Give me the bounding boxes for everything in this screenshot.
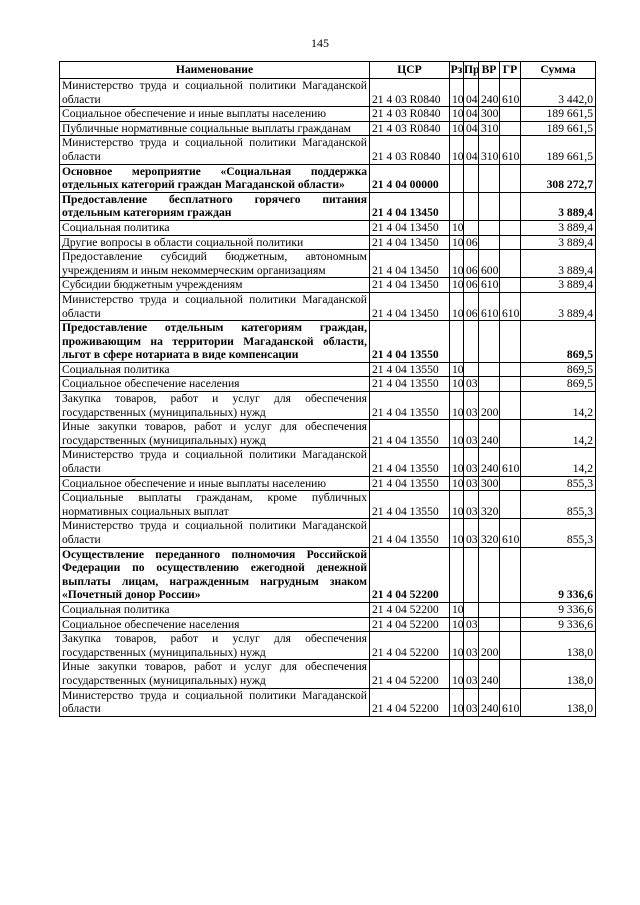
cell-rz: 10 <box>450 79 464 107</box>
cell-name: Социальная политика <box>60 602 370 617</box>
column-header-vr: ВР <box>479 62 500 79</box>
cell-sum: 869,5 <box>521 321 596 363</box>
cell-name: Другие вопросы в области социальной политики <box>60 235 370 250</box>
cell-pr <box>464 164 479 192</box>
table-row <box>60 136 596 164</box>
cell-pr: 03 <box>464 392 479 420</box>
cell-vr: 600 <box>479 250 500 278</box>
cell-csr: 21 4 04 52200 <box>370 602 450 617</box>
cell-pr <box>464 602 479 617</box>
table-row <box>60 107 596 122</box>
table-row <box>60 660 596 688</box>
cell-vr: 200 <box>479 392 500 420</box>
cell-gr: 610 <box>500 136 521 164</box>
cell-vr: 240 <box>479 79 500 107</box>
cell-pr: 03 <box>464 420 479 448</box>
cell-rz: 10 <box>450 220 464 235</box>
cell-csr: 21 4 04 52200 <box>370 617 450 632</box>
cell-csr: 21 4 04 52200 <box>370 632 450 660</box>
cell-rz: 10 <box>450 136 464 164</box>
table-row <box>60 392 596 420</box>
cell-gr <box>500 107 521 122</box>
cell-vr: 320 <box>479 491 500 519</box>
cell-name: Основное мероприятие «Социальная поддержка отдельных категорий граждан Магаданской области» <box>60 164 370 192</box>
cell-vr: 300 <box>479 476 500 491</box>
cell-gr <box>500 164 521 192</box>
cell-rz: 10 <box>450 519 464 547</box>
cell-pr: 04 <box>464 136 479 164</box>
cell-csr: 21 4 04 13550 <box>370 476 450 491</box>
cell-rz: 10 <box>450 250 464 278</box>
table-row <box>60 617 596 632</box>
cell-pr: 03 <box>464 519 479 547</box>
cell-csr: 21 4 04 13550 <box>370 377 450 392</box>
table-header-row <box>60 62 596 79</box>
cell-gr: 610 <box>500 519 521 547</box>
table-row <box>60 278 596 293</box>
cell-pr: 03 <box>464 660 479 688</box>
cell-name: Социальное обеспечение и иные выплаты населению <box>60 476 370 491</box>
cell-gr <box>500 192 521 220</box>
cell-csr: 21 4 04 13450 <box>370 292 450 320</box>
cell-vr: 240 <box>479 660 500 688</box>
cell-sum: 138,0 <box>521 632 596 660</box>
cell-sum: 9 336,6 <box>521 602 596 617</box>
cell-rz: 10 <box>450 420 464 448</box>
cell-name: Министерство труда и социальной политики Магаданской области <box>60 79 370 107</box>
cell-rz: 10 <box>450 632 464 660</box>
cell-rz: 10 <box>450 617 464 632</box>
cell-csr: 21 4 04 13450 <box>370 192 450 220</box>
cell-rz: 10 <box>450 602 464 617</box>
cell-gr <box>500 547 521 602</box>
cell-pr: 03 <box>464 448 479 476</box>
cell-gr: 610 <box>500 688 521 716</box>
cell-name: Иные закупки товаров, работ и услуг для обеспечения государственных (муниципальных) нужд <box>60 420 370 448</box>
cell-rz <box>450 547 464 602</box>
cell-vr <box>479 617 500 632</box>
cell-sum: 138,0 <box>521 688 596 716</box>
cell-name: Публичные нормативные социальные выплаты гражданам <box>60 121 370 136</box>
cell-rz <box>450 321 464 363</box>
cell-name: Социальное обеспечение населения <box>60 377 370 392</box>
cell-rz: 10 <box>450 377 464 392</box>
cell-csr: 21 4 04 13550 <box>370 519 450 547</box>
cell-gr: 610 <box>500 79 521 107</box>
cell-vr <box>479 362 500 377</box>
cell-name: Социальная политика <box>60 220 370 235</box>
cell-name: Министерство труда и социальной политики Магаданской области <box>60 688 370 716</box>
cell-pr: 06 <box>464 235 479 250</box>
table-row <box>60 235 596 250</box>
table-row <box>60 632 596 660</box>
table-row <box>60 491 596 519</box>
cell-vr: 300 <box>479 107 500 122</box>
cell-rz: 10 <box>450 292 464 320</box>
column-header-name: Наименование <box>60 62 370 79</box>
cell-csr: 21 4 04 13550 <box>370 448 450 476</box>
table-row <box>60 220 596 235</box>
table-body <box>60 79 596 717</box>
cell-gr <box>500 617 521 632</box>
cell-sum: 189 661,5 <box>521 136 596 164</box>
cell-name: Предоставление бесплатного горячего питания отдельным категориям граждан <box>60 192 370 220</box>
cell-name: Министерство труда и социальной политики Магаданской области <box>60 519 370 547</box>
cell-gr <box>500 660 521 688</box>
cell-pr: 03 <box>464 491 479 519</box>
cell-pr: 03 <box>464 688 479 716</box>
cell-gr <box>500 278 521 293</box>
cell-gr <box>500 602 521 617</box>
cell-sum: 14,2 <box>521 392 596 420</box>
cell-rz: 10 <box>450 362 464 377</box>
cell-csr: 21 4 03 R0840 <box>370 79 450 107</box>
cell-vr: 240 <box>479 448 500 476</box>
budget-table <box>59 61 596 717</box>
cell-csr: 21 4 04 13450 <box>370 235 450 250</box>
cell-csr: 21 4 04 52200 <box>370 688 450 716</box>
table-row <box>60 292 596 320</box>
table-row <box>60 164 596 192</box>
cell-gr <box>500 392 521 420</box>
table-row <box>60 192 596 220</box>
cell-gr <box>500 121 521 136</box>
cell-sum: 3 442,0 <box>521 79 596 107</box>
cell-csr: 21 4 04 13550 <box>370 362 450 377</box>
cell-vr <box>479 220 500 235</box>
cell-vr <box>479 192 500 220</box>
cell-sum: 189 661,5 <box>521 107 596 122</box>
table-row <box>60 420 596 448</box>
cell-pr: 03 <box>464 632 479 660</box>
cell-sum: 869,5 <box>521 377 596 392</box>
cell-sum: 189 661,5 <box>521 121 596 136</box>
cell-pr <box>464 321 479 363</box>
cell-pr <box>464 220 479 235</box>
cell-gr <box>500 362 521 377</box>
cell-rz <box>450 192 464 220</box>
cell-vr <box>479 547 500 602</box>
cell-sum: 3 889,4 <box>521 250 596 278</box>
cell-vr: 310 <box>479 136 500 164</box>
cell-name: Социальное обеспечение населения <box>60 617 370 632</box>
cell-name: Предоставление отдельным категориям граждан, проживающим на территории Магаданской области, льгот в сфере нотариата в виде компенсации <box>60 321 370 363</box>
cell-csr: 21 4 04 13550 <box>370 321 450 363</box>
cell-name: Министерство труда и социальной политики Магаданской области <box>60 136 370 164</box>
cell-csr: 21 4 03 R0840 <box>370 121 450 136</box>
cell-csr: 21 4 04 13450 <box>370 220 450 235</box>
cell-rz: 10 <box>450 476 464 491</box>
table-row <box>60 476 596 491</box>
cell-gr <box>500 476 521 491</box>
page-number: 145 <box>311 36 329 50</box>
cell-sum: 3 889,4 <box>521 235 596 250</box>
cell-gr <box>500 250 521 278</box>
cell-gr: 610 <box>500 292 521 320</box>
cell-sum: 855,3 <box>521 476 596 491</box>
table-row <box>60 362 596 377</box>
cell-csr: 21 4 03 R0840 <box>370 107 450 122</box>
cell-name: Иные закупки товаров, работ и услуг для обеспечения государственных (муниципальных) нужд <box>60 660 370 688</box>
cell-vr <box>479 377 500 392</box>
cell-sum: 855,3 <box>521 491 596 519</box>
cell-sum: 14,2 <box>521 420 596 448</box>
cell-name: Министерство труда и социальной политики Магаданской области <box>60 448 370 476</box>
cell-pr <box>464 362 479 377</box>
cell-sum: 138,0 <box>521 660 596 688</box>
table-row <box>60 519 596 547</box>
cell-name: Закупка товаров, работ и услуг для обеспечения государственных (муниципальных) нужд <box>60 632 370 660</box>
table-row <box>60 547 596 602</box>
cell-rz: 10 <box>450 688 464 716</box>
cell-csr: 21 4 04 13450 <box>370 250 450 278</box>
cell-gr <box>500 235 521 250</box>
cell-rz: 10 <box>450 491 464 519</box>
table-row <box>60 377 596 392</box>
column-header-rz: Рз <box>450 62 464 79</box>
cell-gr <box>500 420 521 448</box>
cell-vr: 240 <box>479 688 500 716</box>
cell-pr <box>464 192 479 220</box>
cell-csr: 21 4 04 13550 <box>370 420 450 448</box>
cell-rz: 10 <box>450 278 464 293</box>
table-row <box>60 688 596 716</box>
cell-name: Субсидии бюджетным учреждениям <box>60 278 370 293</box>
cell-vr <box>479 164 500 192</box>
cell-sum: 3 889,4 <box>521 192 596 220</box>
cell-rz: 10 <box>450 107 464 122</box>
cell-sum: 3 889,4 <box>521 292 596 320</box>
cell-rz: 10 <box>450 660 464 688</box>
cell-csr: 21 4 04 13550 <box>370 491 450 519</box>
cell-rz: 10 <box>450 448 464 476</box>
cell-name: Социальная политика <box>60 362 370 377</box>
cell-sum: 9 336,6 <box>521 617 596 632</box>
cell-csr: 21 4 04 13550 <box>370 392 450 420</box>
table-row <box>60 448 596 476</box>
cell-pr: 04 <box>464 107 479 122</box>
cell-gr <box>500 321 521 363</box>
cell-vr: 200 <box>479 632 500 660</box>
cell-rz: 10 <box>450 392 464 420</box>
cell-name: Осуществление переданного полномочия Российской Федерации по осуществлению ежегодной денежной выплаты лицам, награжденным нагрудным знаком «Почетный донор России» <box>60 547 370 602</box>
cell-vr <box>479 321 500 363</box>
cell-vr: 320 <box>479 519 500 547</box>
cell-csr: 21 4 03 R0840 <box>370 136 450 164</box>
cell-sum: 869,5 <box>521 362 596 377</box>
cell-name: Закупка товаров, работ и услуг для обеспечения государственных (муниципальных) нужд <box>60 392 370 420</box>
cell-gr <box>500 220 521 235</box>
cell-pr: 03 <box>464 476 479 491</box>
cell-pr: 06 <box>464 292 479 320</box>
table-row <box>60 79 596 107</box>
cell-sum: 3 889,4 <box>521 278 596 293</box>
cell-csr: 21 4 04 52200 <box>370 547 450 602</box>
cell-pr: 06 <box>464 278 479 293</box>
table-row <box>60 121 596 136</box>
table-row <box>60 321 596 363</box>
cell-gr <box>500 491 521 519</box>
cell-pr: 03 <box>464 617 479 632</box>
column-header-pr: Пр <box>464 62 479 79</box>
cell-pr: 04 <box>464 79 479 107</box>
cell-name: Социальные выплаты гражданам, кроме публичных нормативных социальных выплат <box>60 491 370 519</box>
column-header-csr: ЦСР <box>370 62 450 79</box>
cell-sum: 3 889,4 <box>521 220 596 235</box>
cell-name: Министерство труда и социальной политики Магаданской области <box>60 292 370 320</box>
cell-vr <box>479 602 500 617</box>
cell-pr: 03 <box>464 377 479 392</box>
cell-rz <box>450 164 464 192</box>
cell-name: Предоставление субсидий бюджетным, автономным учреждениям и иным некоммерческим организациям <box>60 250 370 278</box>
cell-gr <box>500 377 521 392</box>
cell-rz: 10 <box>450 235 464 250</box>
cell-vr: 610 <box>479 278 500 293</box>
cell-sum: 9 336,6 <box>521 547 596 602</box>
cell-vr: 240 <box>479 420 500 448</box>
table-row <box>60 250 596 278</box>
cell-name: Социальное обеспечение и иные выплаты населению <box>60 107 370 122</box>
cell-csr: 21 4 04 13450 <box>370 278 450 293</box>
cell-vr: 610 <box>479 292 500 320</box>
cell-csr: 21 4 04 00000 <box>370 164 450 192</box>
cell-pr: 04 <box>464 121 479 136</box>
cell-csr: 21 4 04 52200 <box>370 660 450 688</box>
table-row <box>60 602 596 617</box>
cell-gr: 610 <box>500 448 521 476</box>
column-header-gr: ГР <box>500 62 521 79</box>
cell-sum: 14,2 <box>521 448 596 476</box>
cell-rz: 10 <box>450 121 464 136</box>
column-header-sum: Сумма <box>521 62 596 79</box>
cell-sum: 855,3 <box>521 519 596 547</box>
cell-vr <box>479 235 500 250</box>
cell-sum: 308 272,7 <box>521 164 596 192</box>
cell-pr: 06 <box>464 250 479 278</box>
cell-gr <box>500 632 521 660</box>
cell-pr <box>464 547 479 602</box>
cell-vr: 310 <box>479 121 500 136</box>
